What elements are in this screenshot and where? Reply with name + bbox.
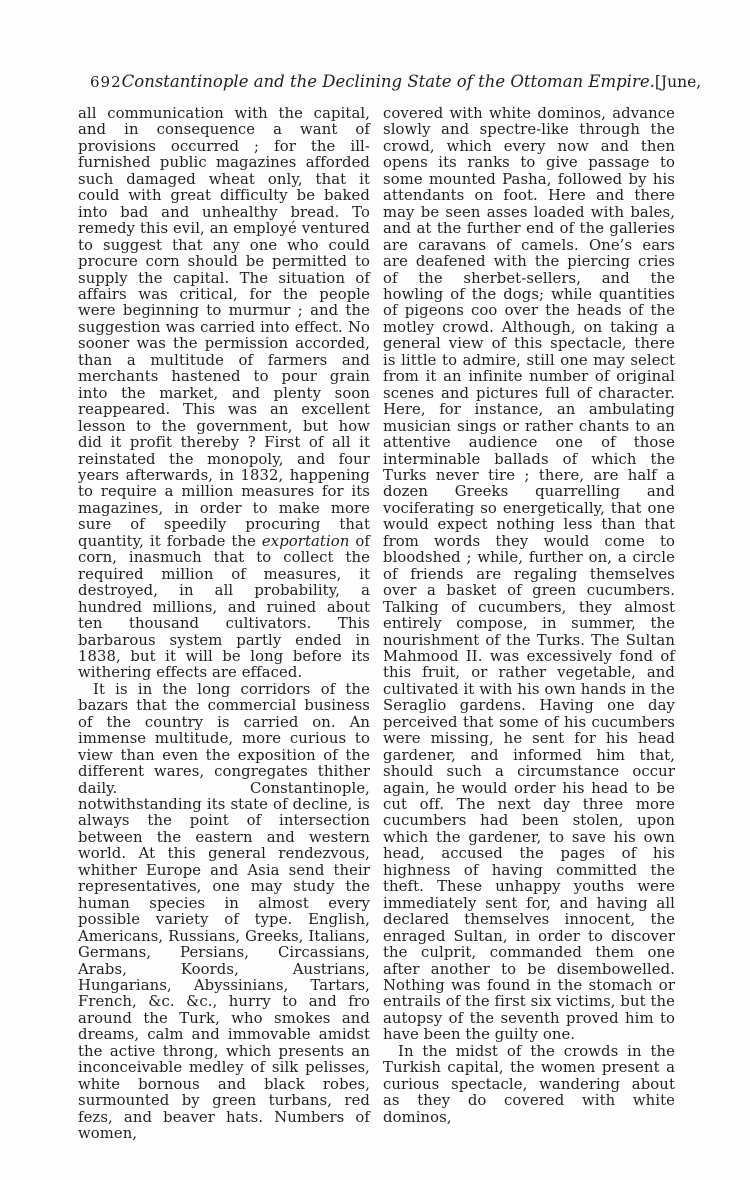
text-segment: covered with white dominos, advance slowly and spectre-like through the crowd, which every now and then opens its ranks to give passage to some mounted Pasha, followed by his attendants on foot. Here and there may be seen asses loaded with bales, and at the further end of the galleries are caravans of camels. One’s ears are deafened with the piercing cries of the sherbet-sellers, and the howling of the dogs; while quantities of pigeons coo over the heads of the motley crowd. Although, on taking a general view of this spectacle, there is little to admire, still one may select from it an infinite number of original scenes and pictures full of character. Here, for instance, an ambulating musician sings or rather chants to an attentive audience one of those interminable ballads of which the Turks never tire ; there, are half a dozen Greeks quarrelling and vociferating so energetically, that one would expect nothing less than that from words they would come to bloodshed ; while, further on, a circle of friends are regaling themselves over a basket of green cucumbers. Talking of cucumbers, they almost entirely compose, in summer, the nourishment of the Turks. The Sultan Mahmood II. was excessively fond of this fruit, or rather vegetable, and cultivated it with his own hands in the Seraglio gardens. Having one day perceived that some of his cucumbers were missing, he sent for his head gardener, and informed him that, should such a circumstance occur again, he would order his head to be cut off. The next day three more cucumbers had been stolen, upon which the gardener, to save his own head, accused the pages of his highness of having committed the theft. These unhappy youths were immediately sent for, and having all declared themselves innocent, the enraged Sultan, in order to discover the culprit, commanded them one after another to be disembowelled. Nothing was found in the stomach or entrails of the first six victims, but the autopsy of the seventh proved him to have been the guilty one. [383,105,675,1044]
page-header [0,0,750,91]
text-columns [0,91,750,1143]
italic-text-segment: exportation [261,532,350,550]
paragraph [78,106,370,682]
text-segment: In the midst of the crowds in the Turkish capital, the women present a curious spectacle, wandering about as they do covered with white dominos, [383,1042,675,1126]
paragraph [78,682,370,1143]
text-column-right [383,106,675,1143]
text-segment: all communication with the capital, and in consequence a want of provisions occurred ; for the ill-furnished public magazines afforded such damaged wheat only, that it could with great difficulty be baked into bad and unhealthy bread. To remedy this evil, an employé ventured to suggest that any one who could procure corn should be permitted to supply the capital. The situation of affairs was critical, for the people were beginning to murmur ; and the suggestion was carried into effect. No sooner was the permission accorded, than a multitude of farmers and merchants hastened to pour grain into the market, and plenty soon reappeared. This was an excellent lesson to the government, but how did it profit thereby ? First of all it reinstated the monopoly, and four years afterwards, in 1832, happening to require a million measures for its magazines, in order to make more sure of speedily procuring that quantity, it forbade the [78,105,370,550]
paragraph [383,1044,675,1126]
text-segment: of corn, inasmuch that to collect the required million of measures, it destroyed, in all probability, a hundred millions, and ruined about ten thousand cultivators. This barbarous system partly ended in 1838, but it will be long before its withering effects are effaced. [78,532,370,682]
page-number: 692 [90,73,122,91]
text-segment: It is in the long corridors of the bazars that the commercial business of the country is carried on. An immense multitude, more curious to view than even the exposition of the different wares, congregates thither daily. Constantinople, notwithstanding its state of decline, is always the point of intersection between the eastern and western world. At this general rendezvous, whither Europe and Asia send their representatives, one may study the human species in almost every possible variety of type. English, Americans, Russians, Greeks, Italians, Germans, Persians, Circassians, Arabs, Koords, Austrians, Hungarians, Abyssinians, Tartars, French, &c. &c., hurry to and fro around the Turk, who smokes and dreams, calm and immovable amidst the active throng, which presents an inconceivable medley of silk pelisses, white bornous and black robes, surmounted by green turbans, red fezs, and beaver hats. Numbers of women, [78,680,370,1143]
issue-date: [June, [654,73,702,91]
running-title: Constantinople and the Declining State of the Ottoman Empire. [121,72,655,91]
paragraph [383,106,675,1044]
text-column-left [78,106,370,1143]
